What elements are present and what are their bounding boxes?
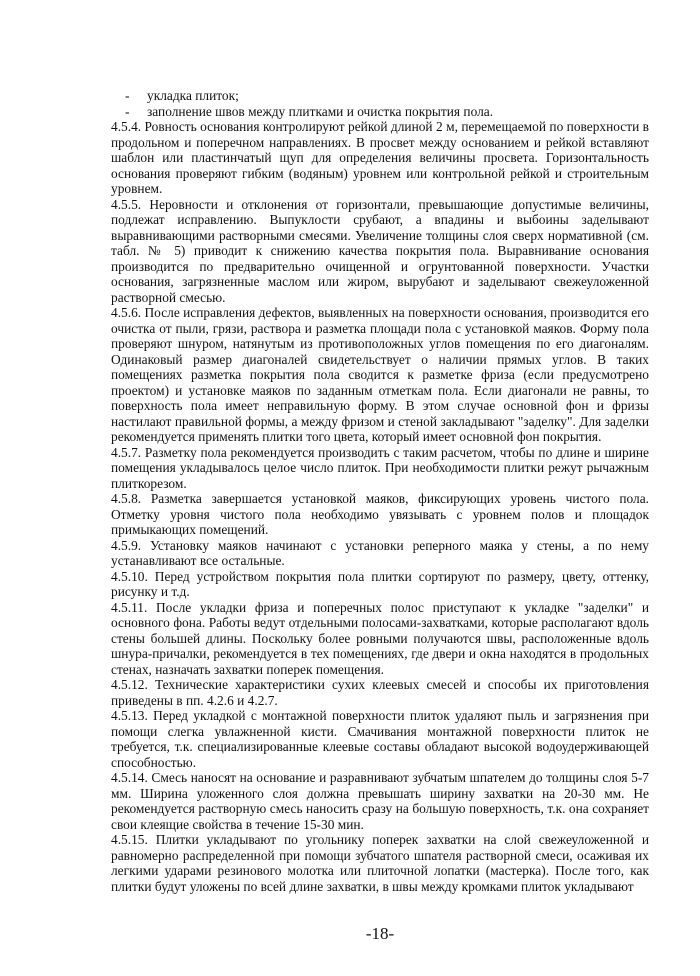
paragraph-4-5-10: 4.5.10. Перед устройством покрытия пола плитки сортируют по размеру, цвету, оттенку, рисунку и т.д. xyxy=(111,568,649,599)
paragraph-4-5-7: 4.5.7. Разметку пола рекомендуется производить с таким расчетом, чтобы по длине и ширине помещения укладывалось целое число плиток. При необходимости плитки режут рычажным плиткорезом. xyxy=(111,444,649,491)
paragraph-4-5-8: 4.5.8. Разметка завершается установкой маяков, фиксирующих уровень чистого пола. Отметку уровня чистого пола необходимо увязывать с уровнем полов и площадок примыкающих помещений. xyxy=(111,491,649,537)
bullet-dash: - xyxy=(125,103,130,119)
list-item xyxy=(111,88,649,104)
paragraph-4-5-11: 4.5.11. После укладки фриза и поперечных полос приступают к укладке "заделки" и основного фона. Работы ведут отдельными полосами-захватками, которые располагают вдоль стены большей длины. Поскольку более ровными получаются швы, расположенные вдоль шнура-причалки, рекомендуется в тех помещениях, где двери и окна находятся в продольных стенах, назначать захватки поперек помещения. xyxy=(111,599,649,677)
paragraph-4-5-6: 4.5.6. После исправления дефектов, выявленных на поверхности основания, производится его очистка от пыли, грязи, раствора и разметка площади пола с установкой маяков. Форму пола проверяют шнуром, натянутым из противоположных углов помещения по его диагоналям. Одинаковый размер диагоналей свидетельствует о наличии прямых углов. В таких помещениях разметка покрытия пола сводится к разметке фриза (если предусмотрено проектом) и установке маяков по заданным отметкам пола. Если диагонали не равны, то поверхность пола имеет неправильную форму. В этом случае основной фон и фризы настилают правильной формы, а между фризом и стеной закладывают "заделку". Для заделки рекомендуется применять плитки того цвета, который имеет основной фон покрытия. xyxy=(111,305,649,444)
list-item xyxy=(111,104,649,120)
list-item-text: заполнение швов между плитками и очистка покрытия пола. xyxy=(147,103,494,119)
paragraph-4-5-4: 4.5.4. Ровность основания контролируют рейкой длиной 2 м, перемещаемой по поверхности в продольном и поперечном направлениях. В просвет между основанием и рейкой вставляют шаблон или пластинчатый щуп для определения величины просвета. Горизонтальность основания проверяют гибким (водяным) уровнем или контрольной рейкой и строительным уровнем. xyxy=(111,119,649,196)
list-item-text: укладка плиток; xyxy=(147,88,239,103)
document-body xyxy=(111,88,649,894)
paragraph-4-5-15: 4.5.15. Плитки укладывают по угольнику поперек захватки на слой свежеуложенной и равномерно распределенной при помощи зубчатого шпателя растворной смеси, осаживая их легкими ударами резинового молотка или плиточной лопатки (мастерка). После того, как плитки будут уложены по всей длине захватки, в швы между кромками плиток укладывают xyxy=(111,832,649,894)
paragraph-4-5-12: 4.5.12. Технические характеристики сухих клеевых смесей и способы их приготовления приведены в пп. 4.2.6 и 4.2.7. xyxy=(111,677,649,708)
paragraph-4-5-5: 4.5.5. Неровности и отклонения от горизонтали, превышающие допустимые величины, подлежат исправлению. Выпуклости срубают, а впадины и выбоины заделывают выравнивающими растворными смесями. Увеличение толщины слоя сверх нормативной (см. табл. № 5) приводит к снижению качества покрытия пола. Выравнивание основания производится по предварительно очищенной и огрунтованной поверхности. Участки основания, загрязненные маслом или жиром, вырубают и заделывают свежеуложенной растворной смесью. xyxy=(111,196,649,305)
page-number: -18- xyxy=(365,924,395,943)
paragraph-4-5-9: 4.5.9. Установку маяков начинают с установки реперного маяка у стены, а по нему устанавливают все остальные. xyxy=(111,537,649,568)
paragraph-4-5-13: 4.5.13. Перед укладкой с монтажной поверхности плиток удаляют пыль и загрязнения при помощи слегка увлажненной кисти. Смачивания монтажной поверхности плиток не требуется, т.к. специализированные клеевые составы обладают высокой водоудерживающей способностью. xyxy=(111,708,649,770)
bullet-dash: - xyxy=(125,88,130,103)
paragraph-4-5-14: 4.5.14. Смесь наносят на основание и разравнивают зубчатым шпателем до толщины слоя 5-7 мм. Ширина уложенного слоя должна превышать ширину захватки на 20-30 мм. Не рекомендуется растворную смесь наносить сразу на большую поверхность, т.к. она сохраняет свои клеящие свойства в течение 15-30 мин. xyxy=(111,770,649,832)
